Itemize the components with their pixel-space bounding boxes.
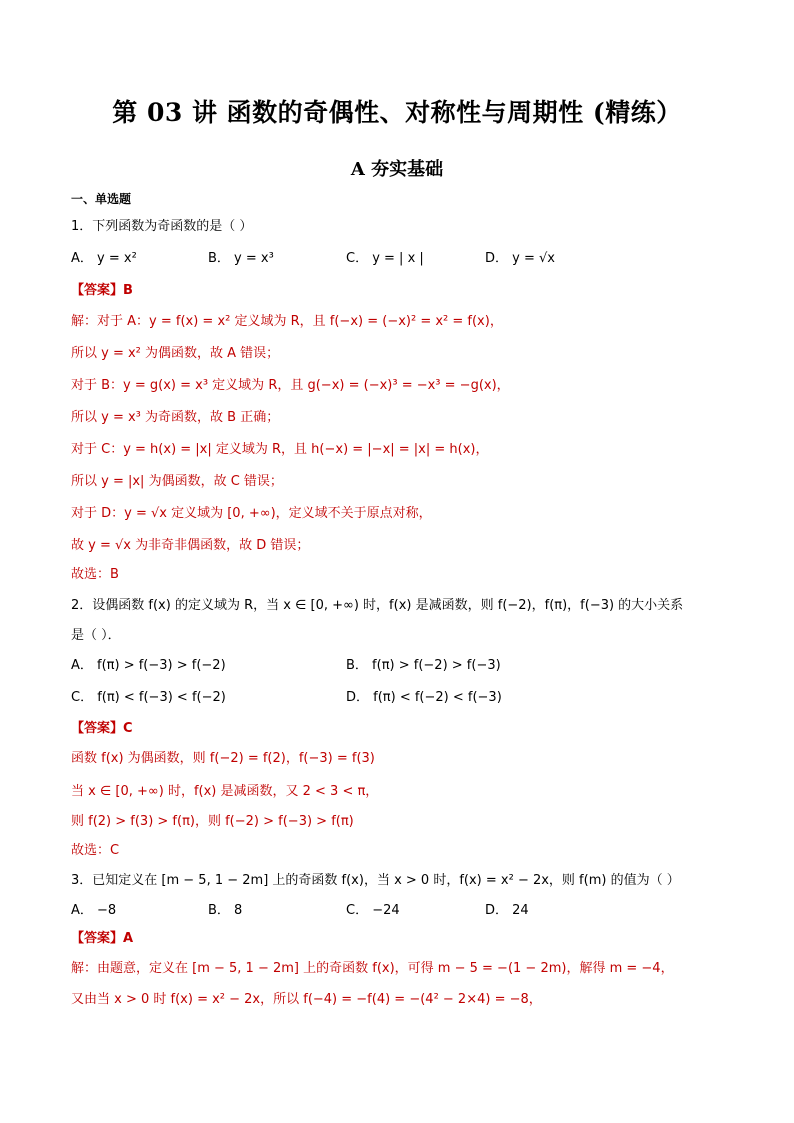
q2-solution-line: 则 f(2) > f(3) > f(π)，则 f(−2) > f(−3) > f(π) — [71, 814, 354, 829]
q1-solution-line: 所以 y = |x| 为偶函数，故 C 错误； — [71, 474, 283, 489]
q1-stem: 1．下列函数为奇函数的是（ ） — [71, 219, 253, 234]
q3-option-b: B． 8 — [208, 903, 243, 918]
q2-stem-continued: 是（ ）． — [71, 628, 121, 643]
q1-option-d: D． y = √x — [485, 251, 555, 266]
q3-solution-line: 解：由题意，定义在 [m − 5, 1 − 2m] 上的奇函数 f(x)，可得 m − 5 = −(1 − 2m)，解得 m = −4， — [71, 961, 674, 976]
q1-solution-line: 所以 y = x³ 为奇函数，故 B 正确； — [71, 410, 280, 425]
q3-answer: 【答案】A — [71, 931, 134, 946]
q1-solution-line: 故 y = √x 为非奇非偶函数，故 D 错误； — [71, 538, 310, 553]
q2-solution-line: 故选：C — [71, 843, 120, 858]
q1-option-b: B． y = x³ — [208, 251, 274, 266]
q2-option-c: C． f(π) < f(−3) < f(−2) — [71, 690, 226, 705]
page-title: 第 03 讲 函数的奇偶性、对称性与周期性 (精练） — [112, 98, 682, 127]
q2-answer: 【答案】C — [71, 721, 133, 736]
q3-solution-line: 又由当 x > 0 时 f(x) = x² − 2x，所以 f(−4) = −f(4) = −(4² − 2×4) = −8， — [71, 992, 542, 1007]
q1-option-c: C． y = | x | — [346, 251, 424, 266]
q1-solution-line: 对于 D：y = √x 定义域为 [0, +∞)，定义域不关于原点对称， — [71, 506, 432, 521]
q3-option-d: D． 24 — [485, 903, 529, 918]
q2-option-b: B． f(π) > f(−2) > f(−3) — [346, 658, 501, 673]
q2-option-a: A． f(π) > f(−3) > f(−2) — [71, 658, 226, 673]
q3-option-c: C． −24 — [346, 903, 400, 918]
section-subtitle: A 夯实基础 — [350, 159, 444, 180]
section-heading: 一、单选题 — [71, 192, 132, 206]
q2-solution-line: 当 x ∈ [0, +∞) 时，f(x) 是减函数，又 2 < 3 < π， — [71, 784, 379, 799]
q1-solution-line: 对于 B：y = g(x) = x³ 定义域为 R，且 g(−x) = (−x)³ = −x³ = −g(x)， — [71, 378, 510, 393]
q1-option-a: A． y = x² — [71, 251, 137, 266]
q1-solution-line: 解：对于 A：y = f(x) = x² 定义域为 R，且 f(−x) = (−x)² = x² = f(x)， — [71, 314, 503, 329]
q1-solution-line: 故选：B — [71, 567, 119, 582]
q1-solution-line: 对于 C：y = h(x) = |x| 定义域为 R，且 h(−x) = |−x| = |x| = h(x)， — [71, 442, 489, 457]
q2-option-d: D． f(π) < f(−2) < f(−3) — [346, 690, 502, 705]
q3-stem: 3．已知定义在 [m − 5, 1 − 2m] 上的奇函数 f(x)，当 x > 0 时，f(x) = x² − 2x，则 f(m) 的值为（ ） — [71, 873, 680, 888]
q2-stem: 2．设偶函数 f(x) 的定义域为 R，当 x ∈ [0, +∞) 时，f(x) 是减函数，则 f(−2)，f(π)，f(−3) 的大小关系 — [71, 598, 684, 613]
q1-answer: 【答案】B — [71, 283, 133, 298]
q1-solution-line: 所以 y = x² 为偶函数，故 A 错误； — [71, 346, 280, 361]
q3-option-a: A． −8 — [71, 903, 117, 918]
q2-solution-line: 函数 f(x) 为偶函数，则 f(−2) = f(2)，f(−3) = f(3) — [71, 751, 375, 766]
